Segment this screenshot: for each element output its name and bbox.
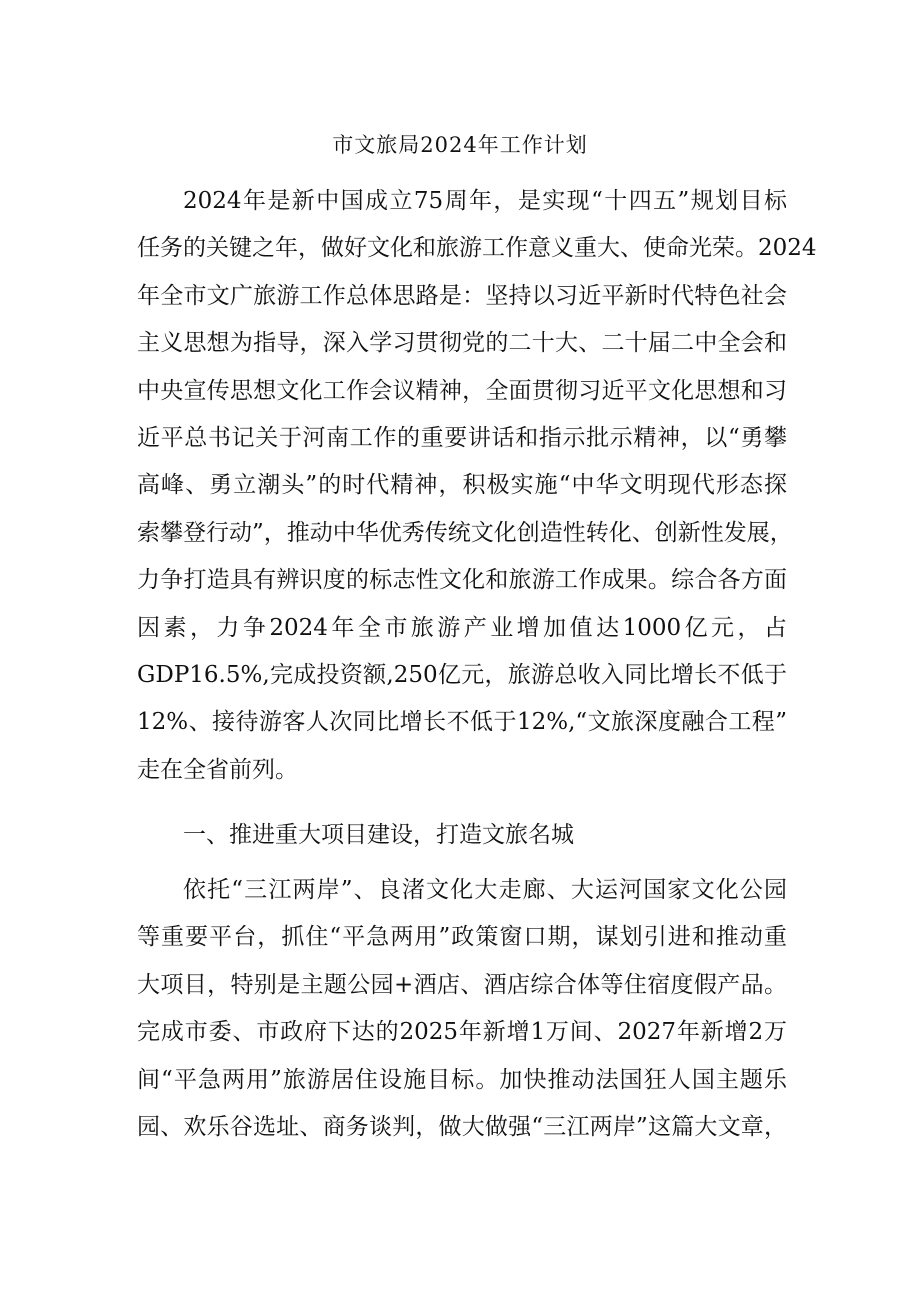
paragraph-line: 任务的关键之年，做好文化和旅游工作意义重大、使命光荣。2024 — [137, 235, 817, 262]
paragraph-section1 — [137, 867, 787, 1151]
paragraph-line: 主义思想为指导，深入学习贯彻党的二十大、二十届二中全会和 — [137, 330, 787, 357]
paragraph-line: 中央宣传思想文化工作会议精神，全面贯彻习近平文化思想和习 — [137, 377, 787, 404]
paragraph-line: 完成市委、市政府下达的2025年新增1万间、2027年新增2万 — [137, 1019, 787, 1046]
paragraph-line: 园、欢乐谷选址、商务谈判，做大做强“三江两岸”这篇大文章， — [137, 1114, 787, 1141]
paragraph-line: 12%、接待游客人次同比增长不低于12%,“文旅深度融合工程” — [137, 709, 787, 736]
paragraph-line: 年全市文广旅游工作总体思路是：坚持以习近平新时代特色社会 — [137, 282, 787, 309]
paragraph-line: 近平总书记关于河南工作的重要讲话和指示批示精神，以“勇攀 — [137, 425, 787, 452]
paragraph-line: 依托“三江两岸”、良渚文化大走廊、大运河国家文化公园 — [183, 877, 787, 903]
paragraph-line: GDP16.5%,完成投资额,250亿元，旅游总收入同比增长不低于 — [137, 662, 787, 689]
paragraph-line: 走在全省前列。 — [137, 756, 298, 783]
paragraph-intro — [137, 178, 817, 794]
paragraph-line: 索攀登行动”，推动中华优秀传统文化创造性转化、创新性发展， — [137, 519, 793, 546]
paragraph-line: 2024年是新中国成立75周年，是实现“十四五”规划目标 — [183, 188, 787, 214]
section-heading: 一、推进重大项目建设，打造文旅名城 — [183, 822, 574, 848]
paragraph-line: 因素，力争2024年全市旅游产业增加值达1000亿元，占 — [137, 614, 787, 641]
paragraph-line: 等重要平台，抓住“平急两用”政策窗口期，谋划引进和推动重 — [137, 924, 787, 951]
paragraph-line: 间“平急两用”旅游居住设施目标。加快推动法国狂人国主题乐 — [137, 1066, 787, 1093]
paragraph-line: 力争打造具有辨识度的标志性文化和旅游工作成果。综合各方面 — [137, 567, 787, 594]
document-title: 市文旅局2024年工作计划 — [332, 133, 588, 157]
paragraph-line: 大项目，特别是主题公园+酒店、酒店综合体等住宿度假产品。 — [137, 971, 787, 998]
paragraph-line: 高峰、勇立潮头”的时代精神，积极实施“中华文明现代形态探 — [137, 472, 787, 499]
